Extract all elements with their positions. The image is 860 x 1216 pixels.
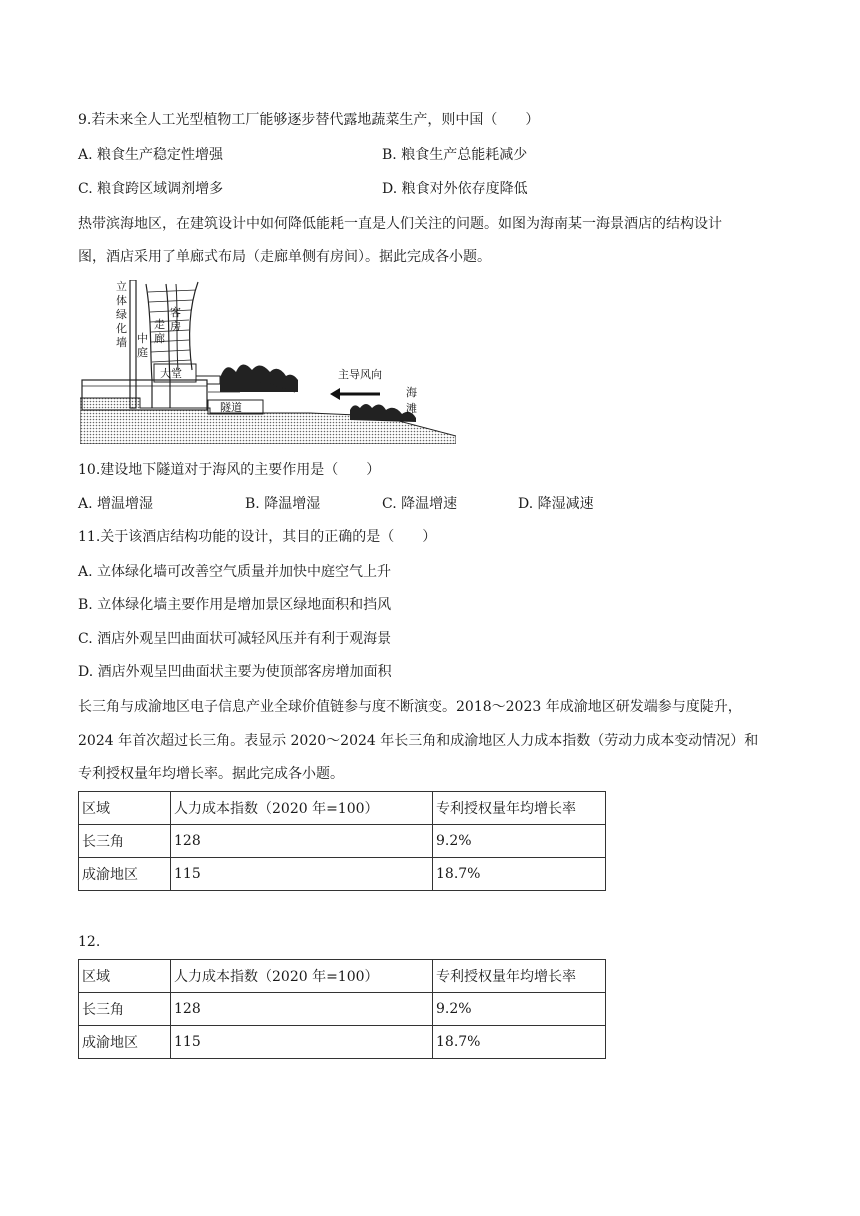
label-rooms-1: 客 bbox=[170, 306, 181, 319]
q11-option-b: B. 立体绿化墙主要作用是增加景区绿地面积和挡风 bbox=[78, 597, 392, 613]
label-corridor-2: 廊 bbox=[154, 332, 165, 345]
table-cell: 成渝地区 bbox=[79, 858, 171, 891]
q10-stem: 10.建设地下隧道对于海风的主要作用是（ ） bbox=[78, 462, 381, 478]
q9-option-a: A. 粮食生产稳定性增强 bbox=[78, 147, 224, 163]
data-table-1 bbox=[78, 791, 606, 891]
intro2-line3: 专利授权量年均增长率。据此完成各小题。 bbox=[78, 766, 344, 782]
q11-stem: 11.关于该酒店结构功能的设计，其目的正确的是（ ） bbox=[78, 529, 437, 545]
q11-option-d: D. 酒店外观呈凹曲面状主要为使顶部客房增加面积 bbox=[78, 664, 392, 680]
q10-option-d: D. 降湿减速 bbox=[518, 496, 594, 512]
table-header-cell: 人力成本指数（2020 年=100） bbox=[171, 960, 433, 993]
intro2-line1: 长三角与成渝地区电子信息产业全球价值链参与度不断演变。2018～2023 年成渝地区研发端参与度陡升， bbox=[78, 699, 742, 715]
table-cell: 115 bbox=[171, 858, 433, 891]
intro2-line2: 2024 年首次超过长三角。表显示 2020～2024 年长三角和成渝地区人力成本指数（劳动力成本变动情况）和 bbox=[78, 733, 759, 749]
hotel-structure-figure bbox=[80, 280, 456, 444]
table-cell: 128 bbox=[171, 825, 433, 858]
q9-option-b: B. 粮食生产总能耗减少 bbox=[382, 147, 528, 163]
table-row bbox=[79, 825, 606, 858]
label-courtyard-2: 庭 bbox=[137, 346, 148, 359]
table-header-cell: 区域 bbox=[79, 792, 171, 825]
table-row bbox=[79, 993, 606, 1026]
table-header-row bbox=[79, 960, 606, 993]
q10-option-c: C. 降温增速 bbox=[382, 496, 458, 512]
q9-stem: 9.若未来全人工光型植物工厂能够逐步替代露地蔬菜生产，则中国（ ） bbox=[78, 112, 540, 128]
q10-option-a: A. 增温增湿 bbox=[78, 496, 154, 512]
table-header-cell: 区域 bbox=[79, 960, 171, 993]
table-cell: 长三角 bbox=[79, 825, 171, 858]
label-wall-1: 立 bbox=[116, 280, 127, 293]
table-header-cell: 专利授权量年均增长率 bbox=[433, 960, 606, 993]
intro1-line1: 热带滨海地区，在建筑设计中如何降低能耗一直是人们关注的问题。如图为海南某一海景酒店的结构设计 bbox=[78, 216, 722, 232]
table-cell: 9.2% bbox=[433, 993, 606, 1026]
table-cell: 128 bbox=[171, 993, 433, 1026]
table-header-row bbox=[79, 792, 606, 825]
q10-option-b: B. 降温增湿 bbox=[245, 496, 321, 512]
label-tunnel: 隧道 bbox=[220, 401, 242, 414]
table-cell: 9.2% bbox=[433, 825, 606, 858]
label-courtyard-1: 中 bbox=[137, 332, 148, 345]
table-row bbox=[79, 858, 606, 891]
green-wall bbox=[130, 280, 136, 408]
label-lobby: 大堂 bbox=[160, 367, 182, 380]
q9-option-d: D. 粮食对外依存度降低 bbox=[382, 181, 528, 197]
label-corridor-1: 走 bbox=[154, 318, 165, 331]
label-wall-3: 绿 bbox=[116, 308, 127, 321]
table-cell: 长三角 bbox=[79, 993, 171, 1026]
q11-option-a: A. 立体绿化墙可改善空气质量并加快中庭空气上升 bbox=[78, 564, 392, 580]
q11-option-c: C. 酒店外观呈凹曲面状可减轻风压并有利于观海景 bbox=[78, 631, 392, 647]
table-cell: 成渝地区 bbox=[79, 1026, 171, 1059]
label-wall-5: 墙 bbox=[116, 336, 127, 349]
label-wall-2: 体 bbox=[116, 294, 127, 307]
table-row bbox=[79, 1026, 606, 1059]
table-header-cell: 专利授权量年均增长率 bbox=[433, 792, 606, 825]
intro1-line2: 图，酒店采用了单廊式布局（走廊单侧有房间）。据此完成各小题。 bbox=[78, 249, 491, 265]
vegetation bbox=[220, 364, 298, 392]
q9-option-c: C. 粮食跨区域调剂增多 bbox=[78, 181, 224, 197]
data-table-2 bbox=[78, 959, 606, 1059]
label-rooms-2: 房 bbox=[170, 320, 181, 333]
table-cell: 18.7% bbox=[433, 858, 606, 891]
q12-number: 12. bbox=[78, 934, 101, 950]
label-beach-2: 滩 bbox=[406, 402, 417, 415]
table-cell: 18.7% bbox=[433, 1026, 606, 1059]
label-wall-4: 化 bbox=[116, 322, 127, 335]
label-wind: 主导风向 bbox=[338, 368, 382, 381]
table-cell: 115 bbox=[171, 1026, 433, 1059]
label-beach-1: 海 bbox=[406, 386, 417, 399]
table-header-cell: 人力成本指数（2020 年=100） bbox=[171, 792, 433, 825]
